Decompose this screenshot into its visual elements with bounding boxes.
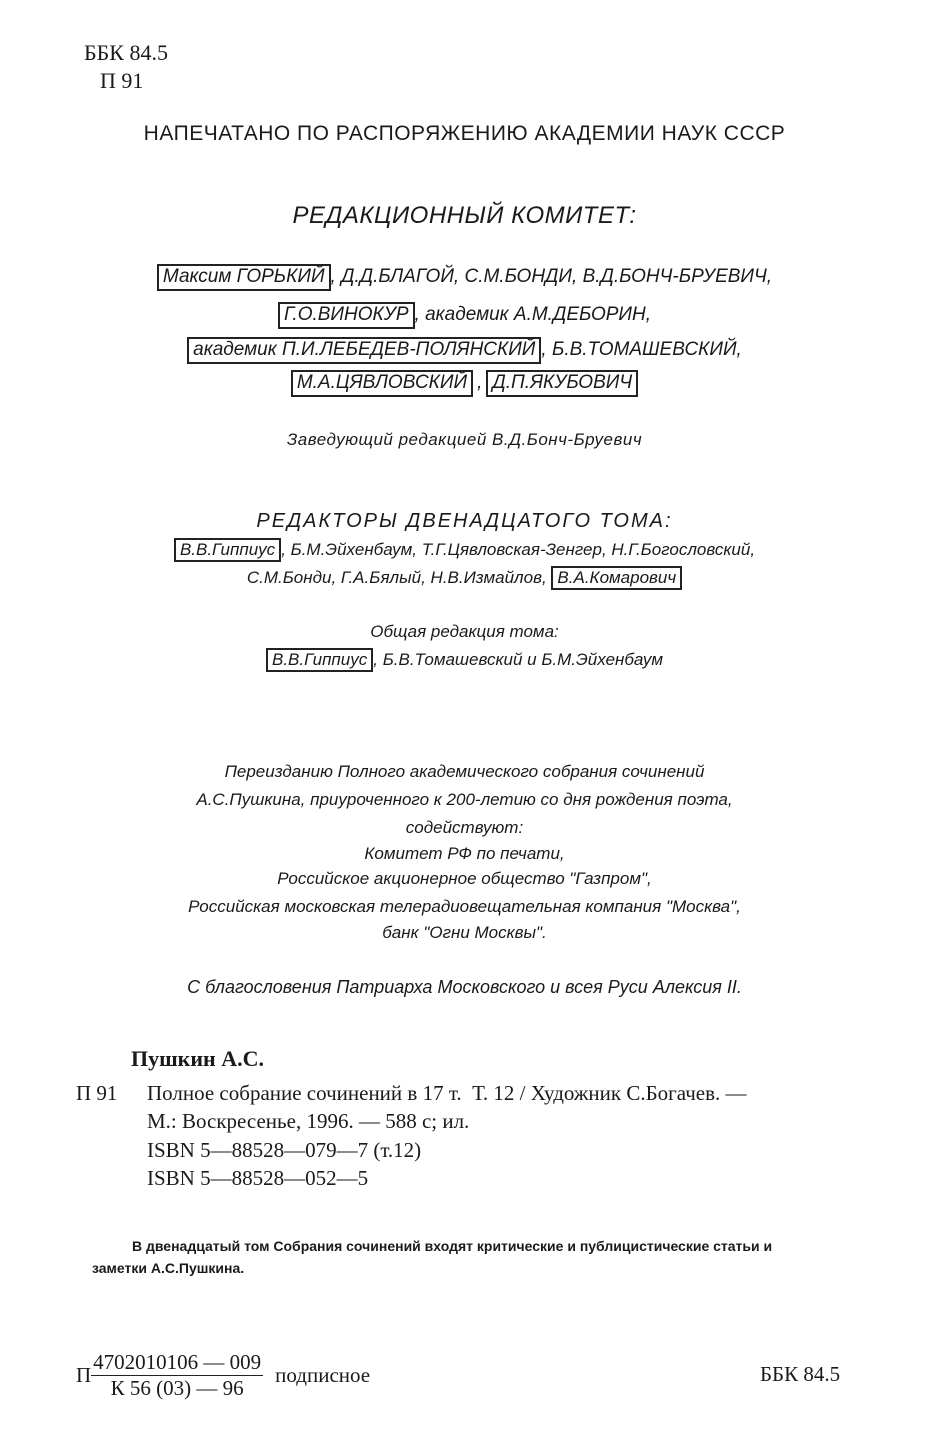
editors-names: С.М.Бонди, Г.А.Бялый, Н.В.Измайлов, [246, 568, 547, 587]
committee-names: , Б.В.ТОМАШЕВСКИЙ, [541, 339, 742, 360]
committee-line-2 [0, 302, 929, 329]
annotation-line-2: заметки А.С.Пушкина. [92, 1260, 245, 1276]
sponsor-line: Переизданию Полного академического собрания сочинений [224, 762, 705, 781]
isbn-2: ISBN 5—88528—052—5 [147, 1166, 369, 1190]
footer-denominator: К 56 (03) — 96 [110, 1376, 244, 1400]
footer-numerator: 4702010106 — 009 [93, 1350, 262, 1374]
bbk-code-bottom: ББК 84.5 [760, 1362, 841, 1386]
sponsor-line: Российская московская телерадиовещательная компания "Москва", [188, 897, 741, 916]
boxed-name: Д.П.ЯКУБОВИЧ [486, 370, 638, 397]
sponsor-line: Российское акционерное общество "Газпром", [277, 869, 652, 888]
footer-fraction [91, 1350, 263, 1401]
sponsor-line: банк "Огни Москвы". [382, 923, 547, 942]
blessing-line: С благословения Патриарха Московского и всея Руси Алексия II. [187, 977, 742, 997]
general-editing-title: Общая редакция тома: [370, 622, 559, 641]
footer-letter: П [76, 1363, 92, 1387]
committee-line-1 [0, 264, 929, 291]
bbk-code-top: ББК 84.5 [84, 40, 168, 65]
annotation-line-1: В двенадцатый том Собрания сочинений входят критические и публицистические статьи и [132, 1238, 773, 1254]
sponsor-line: Комитет РФ по печати, [364, 844, 565, 863]
printed-by-line: НАПЕЧАТАНО ПО РАСПОРЯЖЕНИЮ АКАДЕМИИ НАУК СССР [143, 122, 786, 145]
boxed-name: М.А.ЦЯВЛОВСКИЙ [291, 370, 473, 397]
separator: , [477, 372, 483, 393]
sponsor-line: А.С.Пушкина, приуроченного к 200-летию со дня рождения поэта, [196, 790, 733, 809]
general-editing-line [0, 648, 929, 672]
sponsor-line: содействуют: [405, 818, 524, 837]
isbn-1: ISBN 5—88528—079—7 (т.12) [147, 1138, 422, 1162]
committee-title: РЕДАКЦИОННЫЙ КОМИТЕТ: [292, 202, 637, 229]
biblio-line-2: М.: Воскресенье, 1996. — 588 с; ил. [147, 1109, 470, 1133]
editors-title: РЕДАКТОРЫ ДВЕНАДЦАТОГО ТОМА: [256, 510, 673, 532]
boxed-name: академик П.И.ЛЕБЕДЕВ-ПОЛЯНСКИЙ [187, 337, 541, 364]
index-code-top: П 91 [100, 68, 144, 93]
biblio-line-1: Полное собрание сочинений в 17 т. Т. 12 / Художник С.Богачев. — [147, 1081, 747, 1105]
boxed-name: В.В.Гиппиус [266, 648, 373, 672]
committee-names: , академик А.М.ДЕБОРИН, [414, 304, 652, 325]
biblio-author: Пушкин А.С. [131, 1046, 264, 1071]
editors-names: , Б.М.Эйхенбаум, Т.Г.Цявловская-Зенгер, Н.Г.Богословский, [281, 540, 756, 559]
footer-classifier [76, 1350, 370, 1401]
boxed-name: В.В.Гиппиус [174, 538, 281, 562]
footer-subscription: подписное [275, 1363, 371, 1387]
boxed-name: Максим ГОРЬКИЙ [157, 264, 331, 291]
committee-names: , Д.Д.БЛАГОЙ, С.М.БОНДИ, В.Д.БОНЧ-БРУЕВИЧ, [330, 266, 773, 287]
committee-line-3 [0, 337, 929, 364]
editors-line-2 [0, 566, 929, 590]
biblio-code: П 91 [76, 1081, 118, 1105]
head-of-editorial: Заведующий редакцией В.Д.Бонч-Бруевич [286, 430, 643, 449]
general-editing-names: , Б.В.Томашевский и Б.М.Эйхенбаум [373, 650, 663, 669]
committee-line-4 [0, 370, 929, 397]
boxed-name: В.А.Комарович [551, 566, 682, 590]
editors-line-1 [0, 538, 929, 562]
boxed-name: Г.О.ВИНОКУР [278, 302, 415, 329]
